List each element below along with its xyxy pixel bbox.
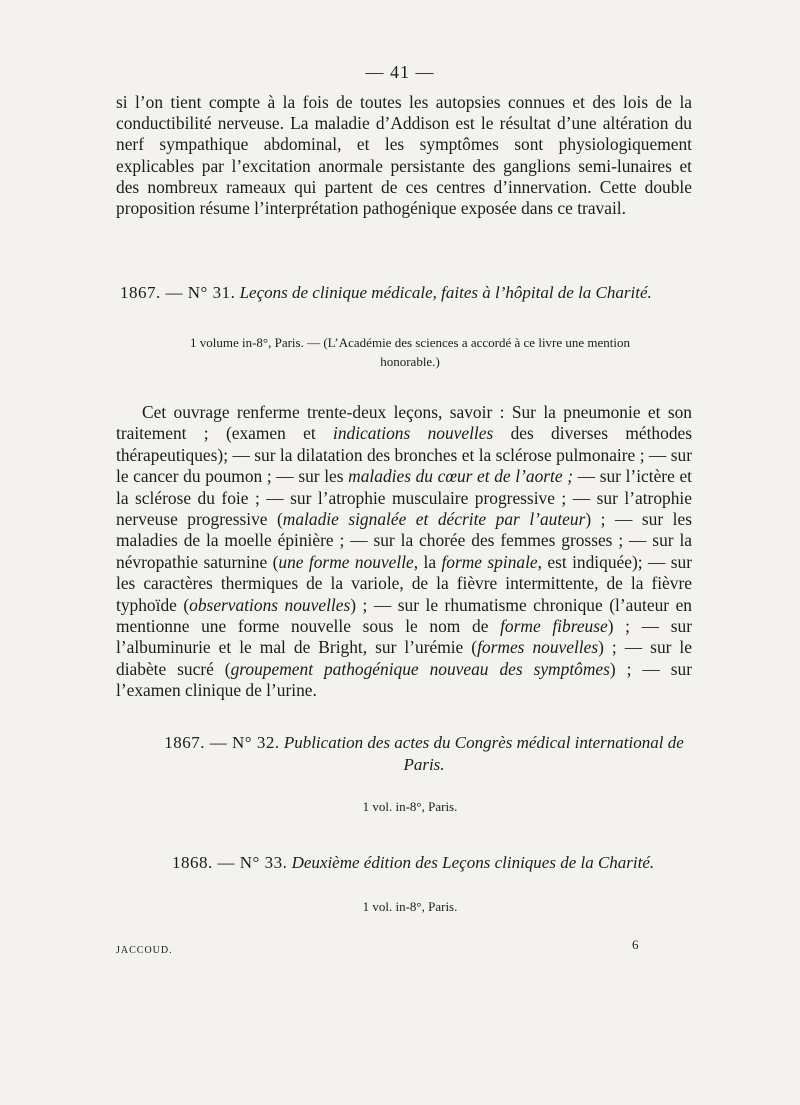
text-run: , la [413, 551, 442, 572]
entry-note: 1 vol. in-8°, Paris. [362, 799, 458, 814]
italic-run: une forme nouvelle [278, 551, 414, 572]
sheet-mark: 6 [632, 937, 639, 952]
bibliography-entry-31 [120, 282, 692, 304]
italic-run: maladies du cœur et de l’aorte ; [348, 466, 574, 487]
text-run: ) ; — sur le diabète sucré ( [116, 637, 692, 679]
italic-run: formes nouvelles [477, 637, 599, 658]
text-run: ) ; — sur l’examen clinique de l’urine. [116, 658, 693, 701]
italic-run: observations nouvelles [189, 594, 351, 615]
italic-run: indications nouvelles [332, 423, 494, 444]
text-run: Cet ouvrage renferme trente-deux leçons, savoir : Sur la pneumonie et son traitement ; (examen et [116, 402, 692, 444]
printer-signature: JACCOUD. [116, 945, 173, 956]
description-paragraph [116, 402, 692, 702]
bibliography-entry-33 [172, 852, 672, 874]
text-run: — sur l’ictère et la sclérose du foie ; — sur l’atrophie musculaire progressive ; — sur l’atrophie nerveuse progressive ( [116, 466, 692, 530]
text-run: ) ; — sur l’albuminurie et le mal de Bright, sur l’urémie ( [116, 616, 692, 658]
entry-number: 1867. — N° 32. [164, 733, 280, 752]
text-run: , est indiquée); — sur les caractères thermiques de la variole, de la fièvre intermittente, de la fièvre typhoïde ( [116, 551, 692, 615]
entry-note: 1 vol. in-8°, Paris. [362, 899, 458, 914]
entry-number: 1867. — N° 31. [120, 283, 236, 302]
italic-run: groupement pathogénique nouveau des symptômes [230, 658, 610, 679]
page-number: — 41 — [365, 62, 435, 82]
bibliography-entry-32 [156, 732, 692, 776]
intro-paragraph: si l’on tient compte à la fois de toutes les autopsies connues et des lois de la conductibilité nerveuse. La maladie d’Addison est le résultat d’une altération du nerf sympathique abdominal, et les symptômes sont physiologiquement explicables par l’excitation anormale persistante des ganglions semi-lunaires et des nombreux rameaux qui partent de ces centres d’innervation. Cette double proposition résume l’interprétation pathogénique exposée dans ce travail. [116, 92, 692, 219]
text-run: des diverses méthodes thérapeutiques); — sur la dilatation des bronches et la sclérose pulmonaire ; — sur le cancer du poumon ; — sur les [116, 423, 693, 487]
italic-run: forme spinale [441, 551, 538, 572]
italic-run: forme fibreuse [500, 616, 608, 637]
entry-title: Leçons de clinique médicale, faites à l’hôpital de la Charité. [239, 283, 652, 302]
entry-number: 1868. — N° 33. [172, 853, 288, 872]
entry-title: Deuxième édition des Leçons cliniques de la Charité. [291, 853, 655, 872]
text-run: ) ; — sur le rhumatisme chronique (l’auteur en mentionne une forme nouvelle sous le nom de [116, 594, 692, 637]
italic-run: maladie signalée et décrite par l’auteur [282, 509, 586, 530]
text-run: ) ; — sur les maladies de la moelle épinière ; — sur la chorée des femmes grosses ; — sur la névropathie saturnine ( [116, 509, 692, 572]
entry-note: 1 volume in-8°, Paris. — (L’Académie des sciences a accordé à ce livre une mention honorable.) [189, 335, 631, 369]
entry-title: Publication des actes du Congrès médical international de Paris. [283, 733, 684, 774]
